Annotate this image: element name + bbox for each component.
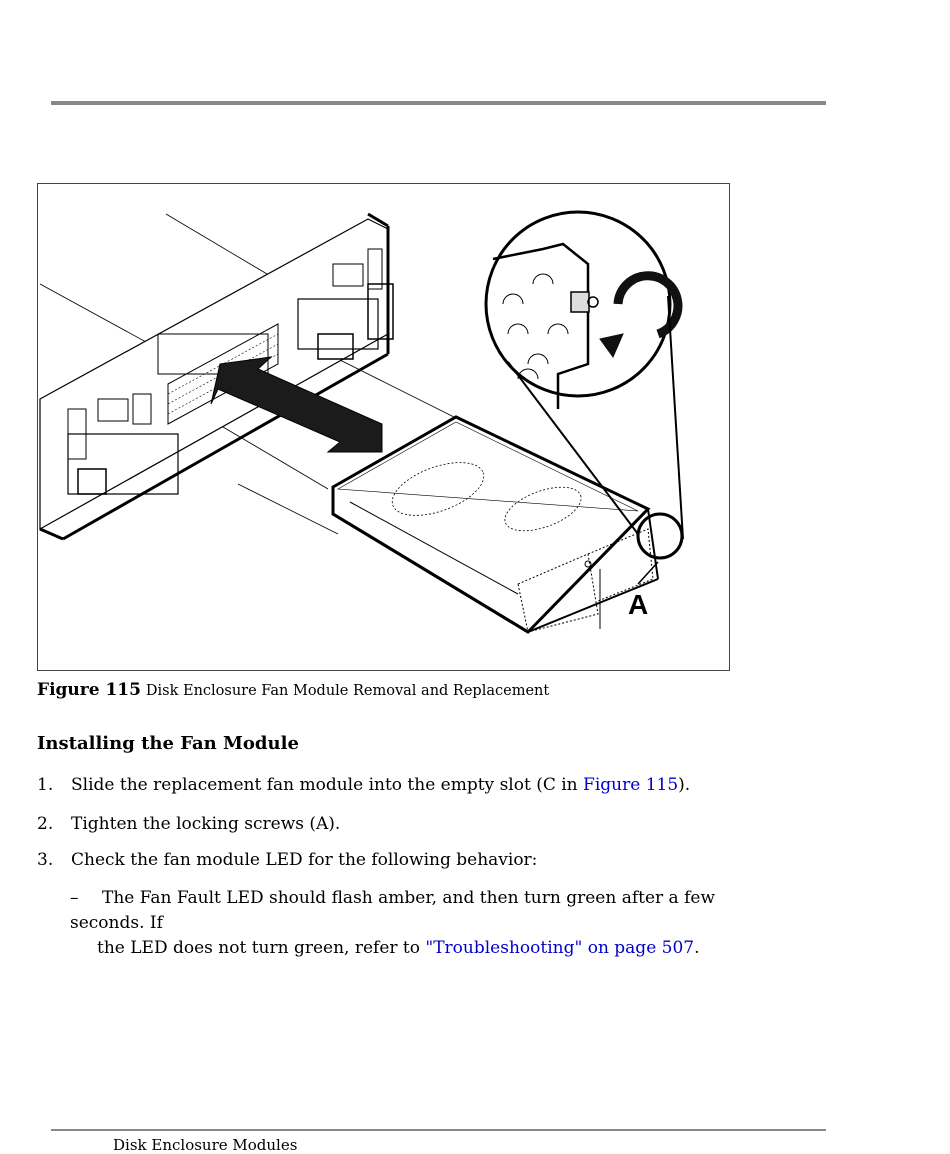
callout-label-a: A — [628, 589, 649, 620]
step-number: 2. — [37, 814, 54, 834]
step-text: Slide the replacement fan module into the empty slot (C in — [71, 775, 584, 795]
footer-text: Disk Enclosure Modules — [113, 1136, 298, 1154]
figure-115-link[interactable]: Figure 115 — [583, 775, 679, 795]
step-text: Check the fan module LED for the following behavior: — [71, 850, 538, 870]
step-3 — [37, 850, 537, 870]
substep-line-1: The Fan Fault LED should flash amber, and then turn green after a few seconds. If — [70, 888, 716, 933]
figure-illustration — [37, 183, 730, 671]
substep-line-2: the LED does not turn green, refer to — [97, 938, 426, 958]
figure-label: Figure 115 — [37, 680, 141, 700]
step-number: 3. — [37, 850, 54, 870]
footer-rule — [51, 1129, 826, 1131]
substep — [70, 886, 790, 961]
step-2 — [37, 814, 340, 834]
figure-title: Disk Enclosure Fan Module Removal and Replacement — [145, 683, 550, 699]
section-heading: Installing the Fan Module — [37, 733, 299, 754]
step-1 — [37, 775, 690, 795]
substep-line-2-end: . — [694, 938, 700, 958]
fan-module-diagram — [38, 184, 730, 671]
substep-dash: – — [70, 888, 79, 908]
step-number: 1. — [37, 775, 54, 795]
header-rule — [51, 101, 826, 105]
figure-caption — [37, 680, 549, 700]
troubleshooting-link[interactable]: "Troubleshooting" on page 507 — [425, 938, 695, 958]
step-text-end: ). — [678, 775, 691, 795]
step-text: Tighten the locking screws (A). — [71, 814, 341, 834]
